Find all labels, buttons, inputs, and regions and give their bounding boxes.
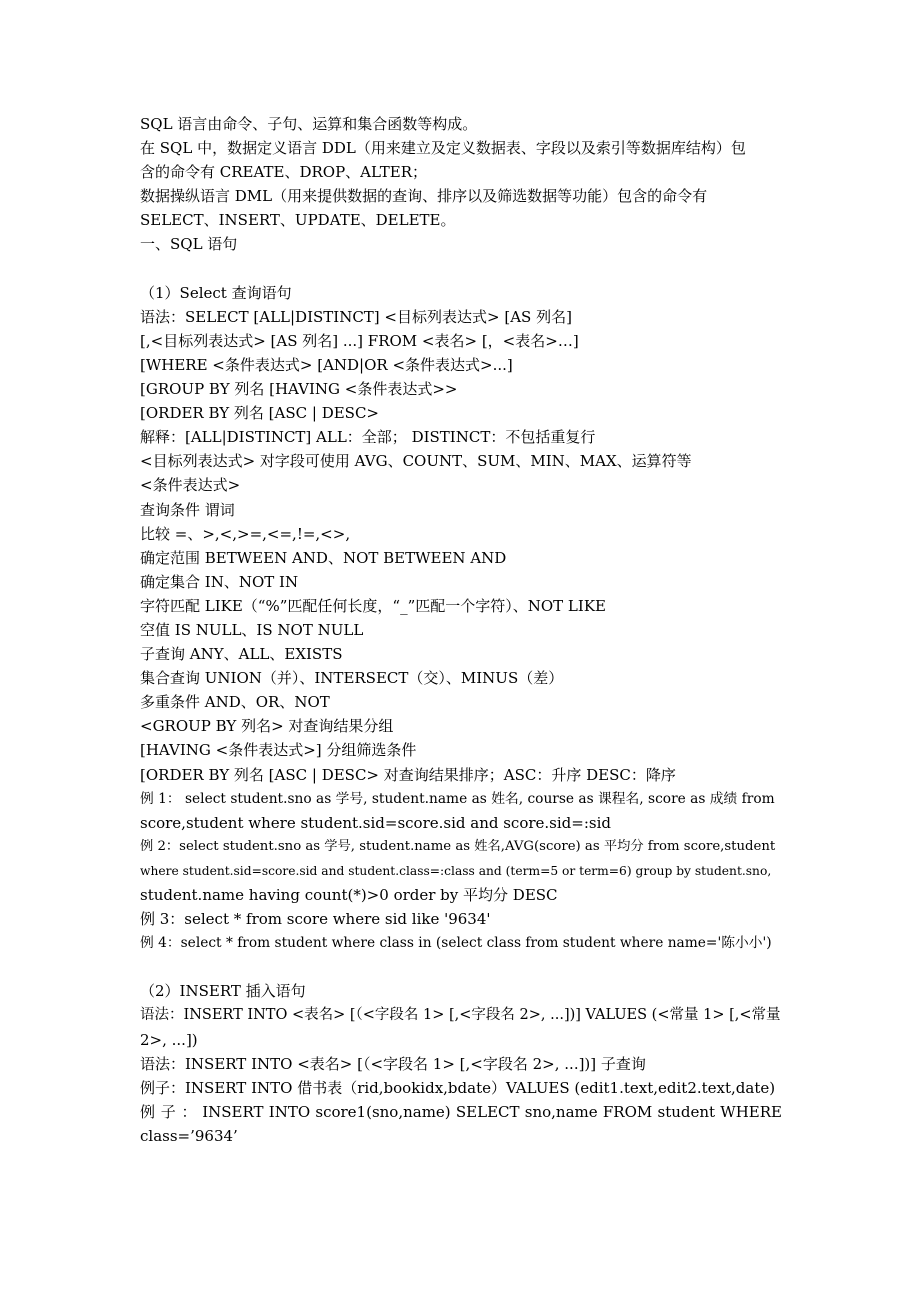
having-line: [HAVING <条件表达式>] 分组筛选条件 bbox=[140, 741, 417, 760]
blank-line bbox=[140, 955, 782, 979]
select-syntax-1: 语法：SELECT [ALL|DISTINCT] <目标列表达式> [AS 列名] bbox=[140, 307, 572, 326]
select-syntax-3: [WHERE <条件表达式> [AND|OR <条件表达式>...] bbox=[140, 355, 513, 374]
predicate-subquery: 子查询 ANY、ALL、EXISTS bbox=[140, 645, 343, 664]
condition-expression-line: <条件表达式> bbox=[140, 476, 241, 495]
order-by-line: [ORDER BY 列名 [ASC | DESC> 对查询结果排序；ASC：升序 DESC：降序 bbox=[140, 765, 676, 784]
predicate-range: 确定范围 BETWEEN AND、NOT BETWEEN AND bbox=[140, 548, 507, 567]
insert-example-2-cont: class=’9634’ bbox=[140, 1126, 238, 1145]
group-by-line: <GROUP BY 列名> 对查询结果分组 bbox=[140, 717, 394, 736]
select-syntax-4: [GROUP BY 列名 [HAVING <条件表达式>> bbox=[140, 380, 458, 399]
example-2-line-1: 例 2：select student.sno as 学号, student.name as 姓名,AVG(score) as 平均分 from score,student bbox=[140, 838, 776, 854]
insert-example-1: 例子：INSERT INTO 借书表（rid,bookidx,bdate）VALUES (edit1.text,edit2.text,date) bbox=[140, 1078, 776, 1097]
insert-syntax-1: 语法：INSERT INTO <表名> [（<字段名 1> [,<字段名 2>, ...])] VALUES (<常量 1> [,<常量 bbox=[140, 1007, 781, 1024]
dml-line-2: SELECT、INSERT、UPDATE、DELETE。 bbox=[140, 211, 456, 230]
insert-example-2: 例 子 ： INSERT INTO score1(sno,name) SELECT sno,name FROM student WHERE bbox=[140, 1102, 782, 1121]
example-1-line-1: 例 1： select student.sno as 学号, student.name as 姓名, course as 课程名, score as 成绩 from bbox=[140, 790, 775, 807]
blank-line bbox=[140, 257, 782, 281]
insert-syntax-1-cont: 2>, ...]) bbox=[140, 1030, 198, 1049]
insert-heading: （2）INSERT 插入语句 bbox=[140, 982, 306, 1001]
document-body bbox=[140, 112, 782, 1148]
predicate-set: 确定集合 IN、NOT IN bbox=[140, 572, 299, 591]
dml-line-1: 数据操纵语言 DML（用来提供数据的查询、排序以及筛选数据等功能）包含的命令有 bbox=[140, 187, 708, 206]
intro-line: SQL 语言由命令、子句、运算和集合函数等构成。 bbox=[140, 115, 478, 133]
select-heading: （1）Select 查询语句 bbox=[140, 283, 292, 302]
predicate-set-query: 集合查询 UNION（并）、INTERSECT（交）、MINUS（差） bbox=[140, 669, 564, 688]
predicate-header: 查询条件 谓词 bbox=[140, 500, 235, 519]
section-heading: 一、SQL 语句 bbox=[140, 235, 238, 254]
predicate-compare: 比较 =、>,<,>=,<=,!=,<>, bbox=[140, 524, 351, 543]
predicate-multi: 多重条件 AND、OR、NOT bbox=[140, 693, 330, 712]
example-4-line: 例 4：select * from student where class in (select class from student where name='陈小小') bbox=[140, 935, 772, 952]
example-1-line-2: score,student where student.sid=score.sid and score.sid=:sid bbox=[140, 813, 611, 832]
predicate-like: 字符匹配 LIKE（“%”匹配任何长度，“_”匹配一个字符）、NOT LIKE bbox=[140, 596, 606, 615]
ddl-line-2: 含的命令有 CREATE、DROP、ALTER； bbox=[140, 163, 427, 182]
insert-syntax-2: 语法：INSERT INTO <表名> [（<字段名 1> [,<字段名 2>, ...])] 子查询 bbox=[140, 1054, 646, 1073]
explain-line: 解释：[ALL|DISTINCT] ALL：全部； DISTINCT：不包括重复行 bbox=[140, 428, 596, 447]
example-2-line-2: where student.sid=score.sid and student.class=:class and (term=5 or term=6) group by student.sno, bbox=[140, 863, 772, 878]
select-syntax-5: [ORDER BY 列名 [ASC | DESC> bbox=[140, 404, 380, 423]
example-3-line: 例 3：select * from score where sid like '9634' bbox=[140, 910, 491, 929]
predicate-null: 空值 IS NULL、IS NOT NULL bbox=[140, 620, 364, 639]
target-expression-line: <目标列表达式> 对字段可使用 AVG、COUNT、SUM、MIN、MAX、运算符等 bbox=[140, 452, 692, 471]
ddl-line-1: 在 SQL 中，数据定义语言 DDL（用来建立及定义数据表、字段以及索引等数据库结构）包 bbox=[140, 139, 746, 158]
example-2-line-3: student.name having count(*)>0 order by 平均分 DESC bbox=[140, 886, 558, 904]
select-syntax-2: [,<目标列表达式> [AS 列名] ...] FROM <表名> [，<表名>…] bbox=[140, 331, 579, 350]
